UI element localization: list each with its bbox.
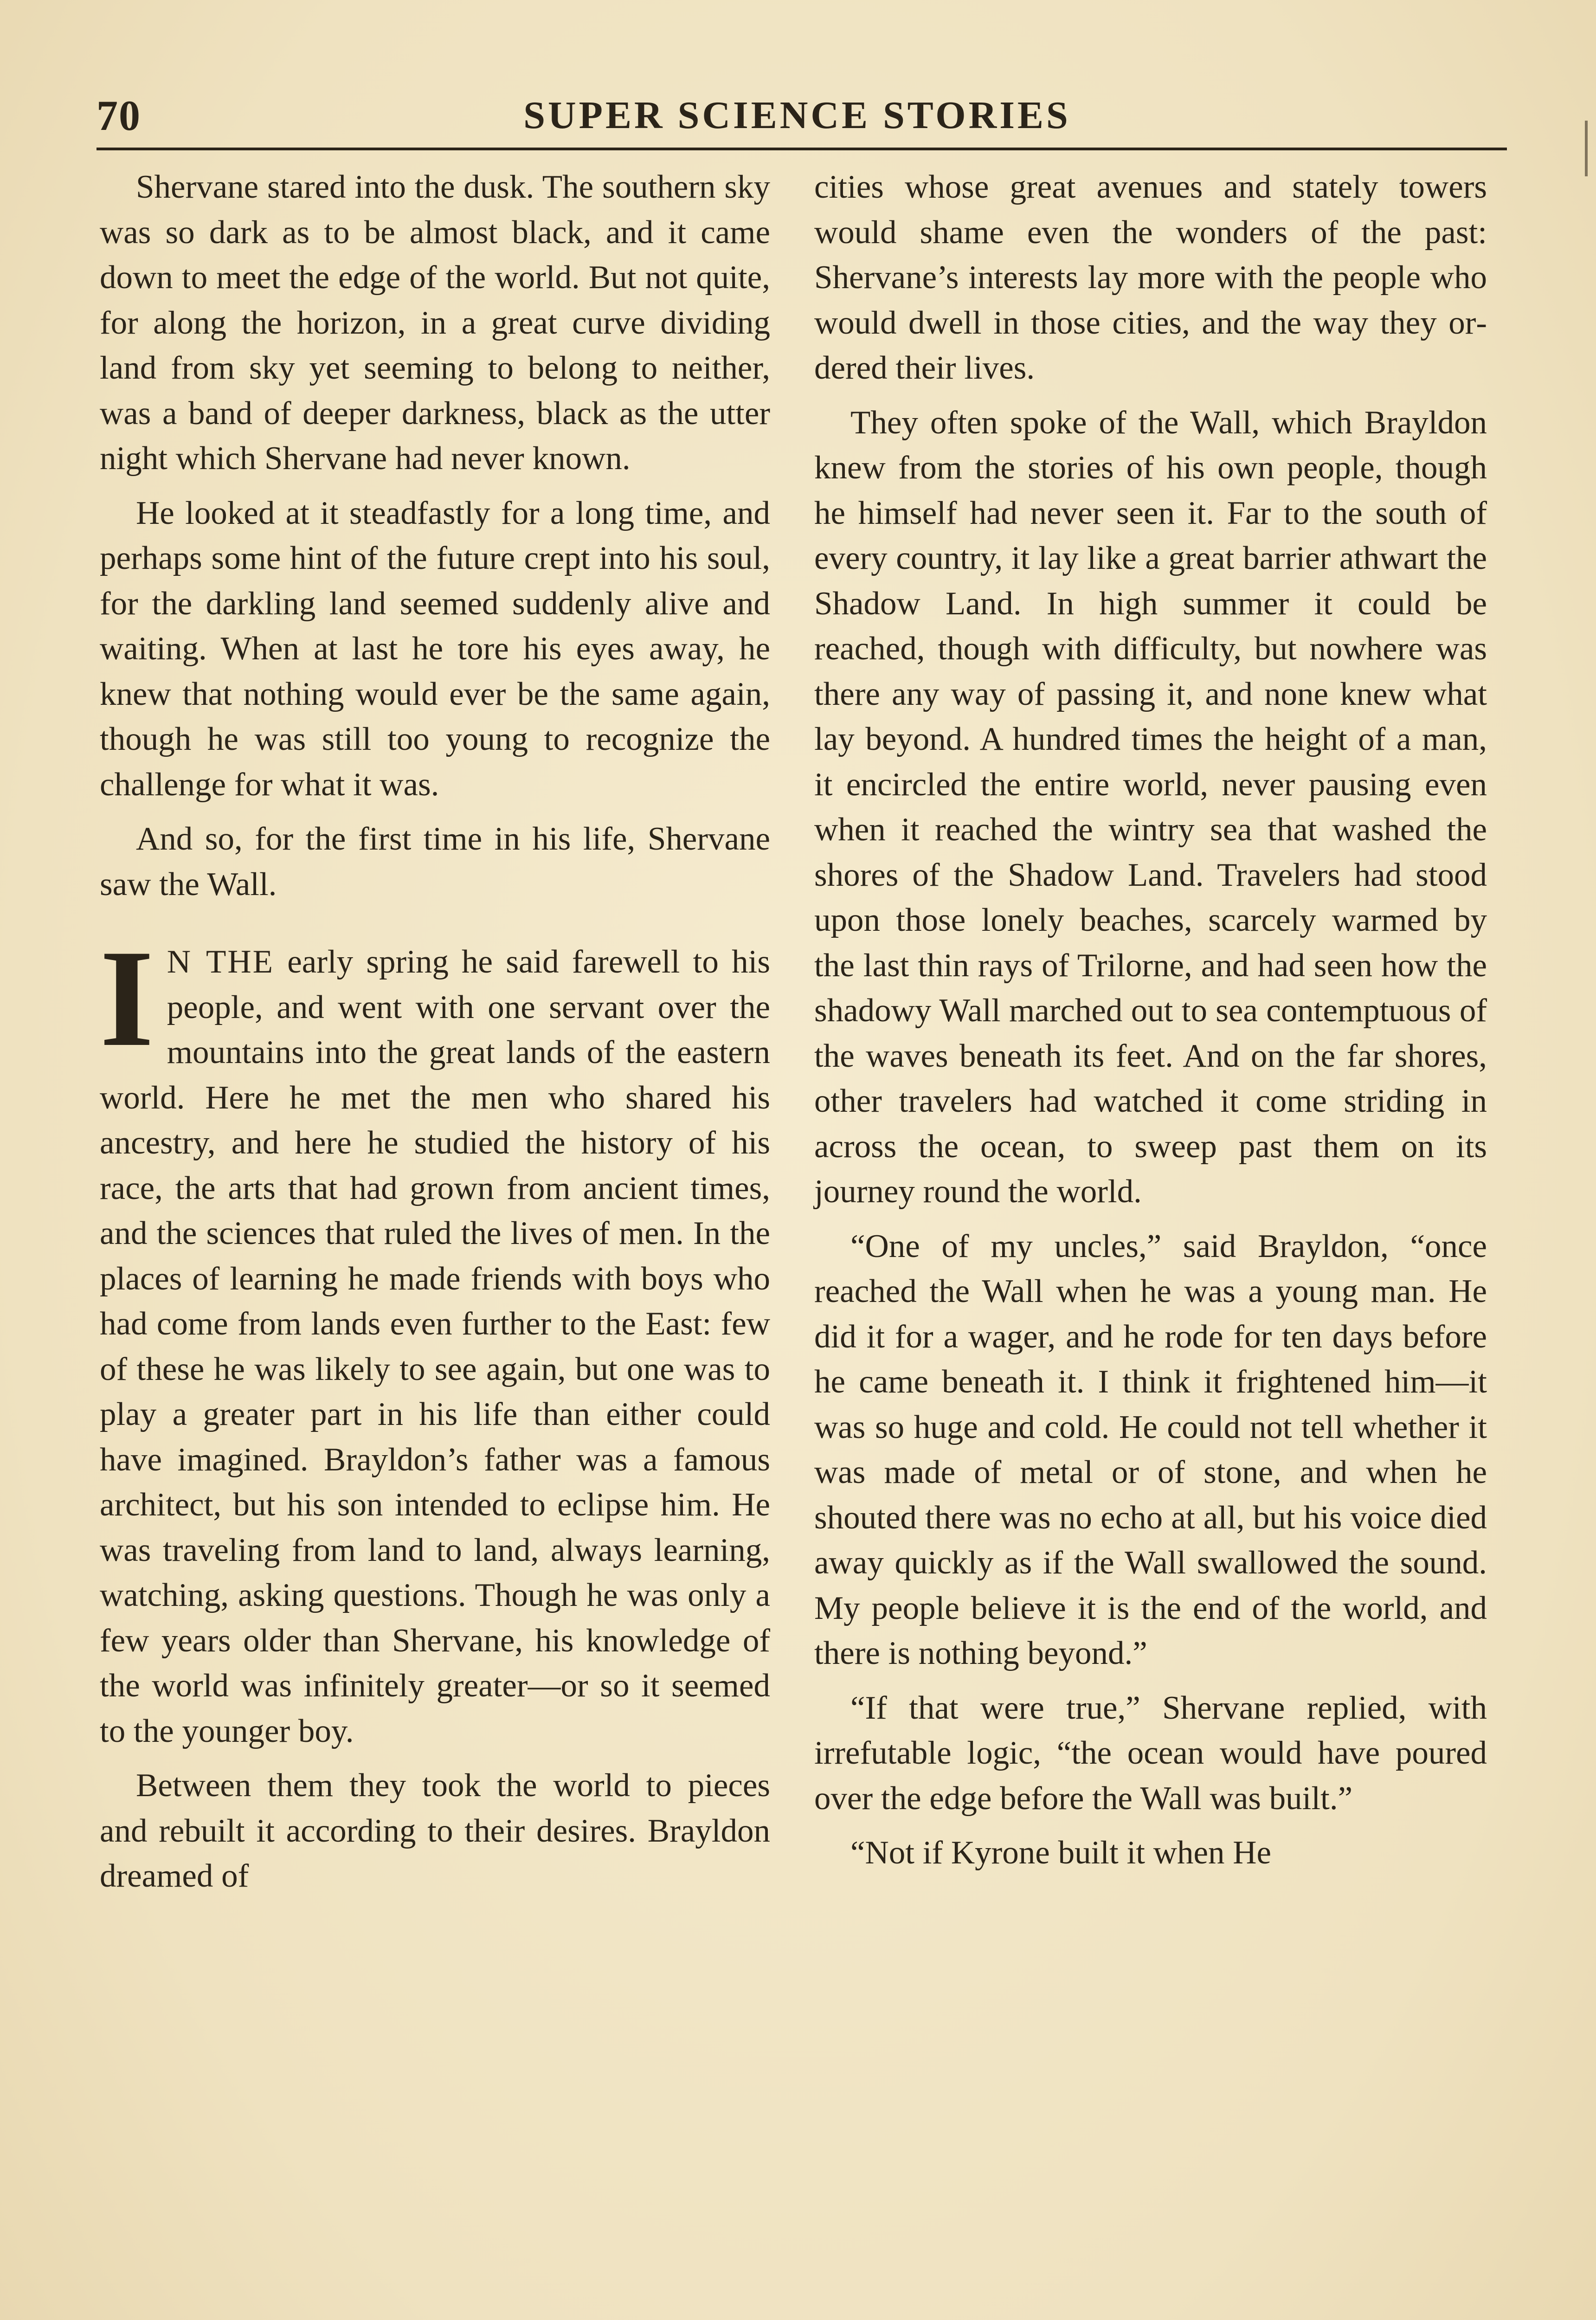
- section-opening-paragraph: [100, 921, 770, 1754]
- paragraph: “One of my uncles,” said Brayldon, “once reached the Wall when he was a young man. He did it for a wager, and he rode for ten days before he came beneath it. I think it frightened him—it was so huge and cold. He could not tell whether it was made of metal or of stone, and when he shouted there was no echo at all, but his voice died away quickly as if the Wall swallowed the sound. My people believe it is the end of the world, and there is nothing beyond.”: [814, 1228, 1487, 1671]
- paragraph: He looked at it steadfastly for a long time, and perhaps some hint of the future crept into his soul, for the darkling land seemed suddenly alive and waiting. When at last he tore his eyes away, he knew that nothing would ever be the same again, though he was still too young to recognize the challenge for what it was.: [100, 495, 770, 803]
- left-column: [100, 165, 770, 1908]
- paragraph: Between them they took the world to pieces and rebuilt it according to their desires. Brayldon dreamed of: [100, 1767, 770, 1894]
- right-column: [814, 165, 1487, 1885]
- running-head: SUPER SCIENCE STORIES: [523, 94, 1071, 137]
- header-rule: [97, 148, 1507, 150]
- page-edge-mark: [1585, 121, 1588, 176]
- paragraph: “Not if Kyrone built it when He: [850, 1835, 1272, 1871]
- continued-paragraph: cities whose great avenues and stately towers would shame even the wonders of the past: Shervane’s interests lay more with the people who would dwell in those cities, and the way they ordered their lives.: [814, 169, 1487, 386]
- paragraph: And so, for the first time in his life, Shervane saw the Wall.: [100, 821, 770, 902]
- lead-in-caps: N THE: [167, 944, 274, 980]
- drop-cap: I: [100, 921, 154, 1075]
- paragraph: They often spoke of the Wall, which Brayldon knew from the stories of his own people, though he himself had never seen it. Far to the south of every country, it lay like a great barrier athwart the Shadow Land. In high summer it could be reached, though with difficulty, but nowhere was there any way of passing it, and none knew what lay beyond. A hundred times the height of a man, it encircled the entire world, never pausing even when it reached the wintry sea that washed the shores of the Shadow Land. Travelers had stood upon those lonely beaches, scarcely warmed by the last thin rays of Trilorne, and had seen how the shadowy Wall marched out to sea contemptuous of the waves beneath its feet. And on the far shores, other travelers had watched it come striding in across the ocean, to sweep past them on its journey round the world.: [814, 404, 1487, 1210]
- paragraph: “If that were true,” Shervane replied, with irrefutable logic, “the ocean would have poured over the edge before the Wall was built.”: [814, 1689, 1487, 1817]
- page-header: [97, 91, 1498, 151]
- paragraph: Shervane stared into the dusk. The southern sky was so dark as to be almost black, and it came down to meet the edge of the world. But not quite, for along the horizon, in a great curve dividing land from sky yet seeming to belong to neither, was a band of deeper darkness, black as the utter night which Shervane had never known.: [100, 169, 770, 477]
- paragraph-text: early spring he said farewell to his people, and went with one servant over the mountains into the great lands of the eastern world. Here he met the men who shared his ancestry, and here he studied the history of his race, the arts that had grown from ancient times, and the sciences that ruled the lives of men. In the places of learning he made friends with boys who had come from lands even further to the East: few of these he was likely to see again, but one was to play a greater part in his life than either could have imagined. Brayldon’s father was a famous architect, but his son intended to eclipse him. He was traveling from land to land, always learning, watching, asking questions. Though he was only a few years older than Shervane, his knowledge of the world was infinitely greater—or so it seemed to the younger boy.: [100, 944, 770, 1749]
- page-number: 70: [97, 92, 141, 139]
